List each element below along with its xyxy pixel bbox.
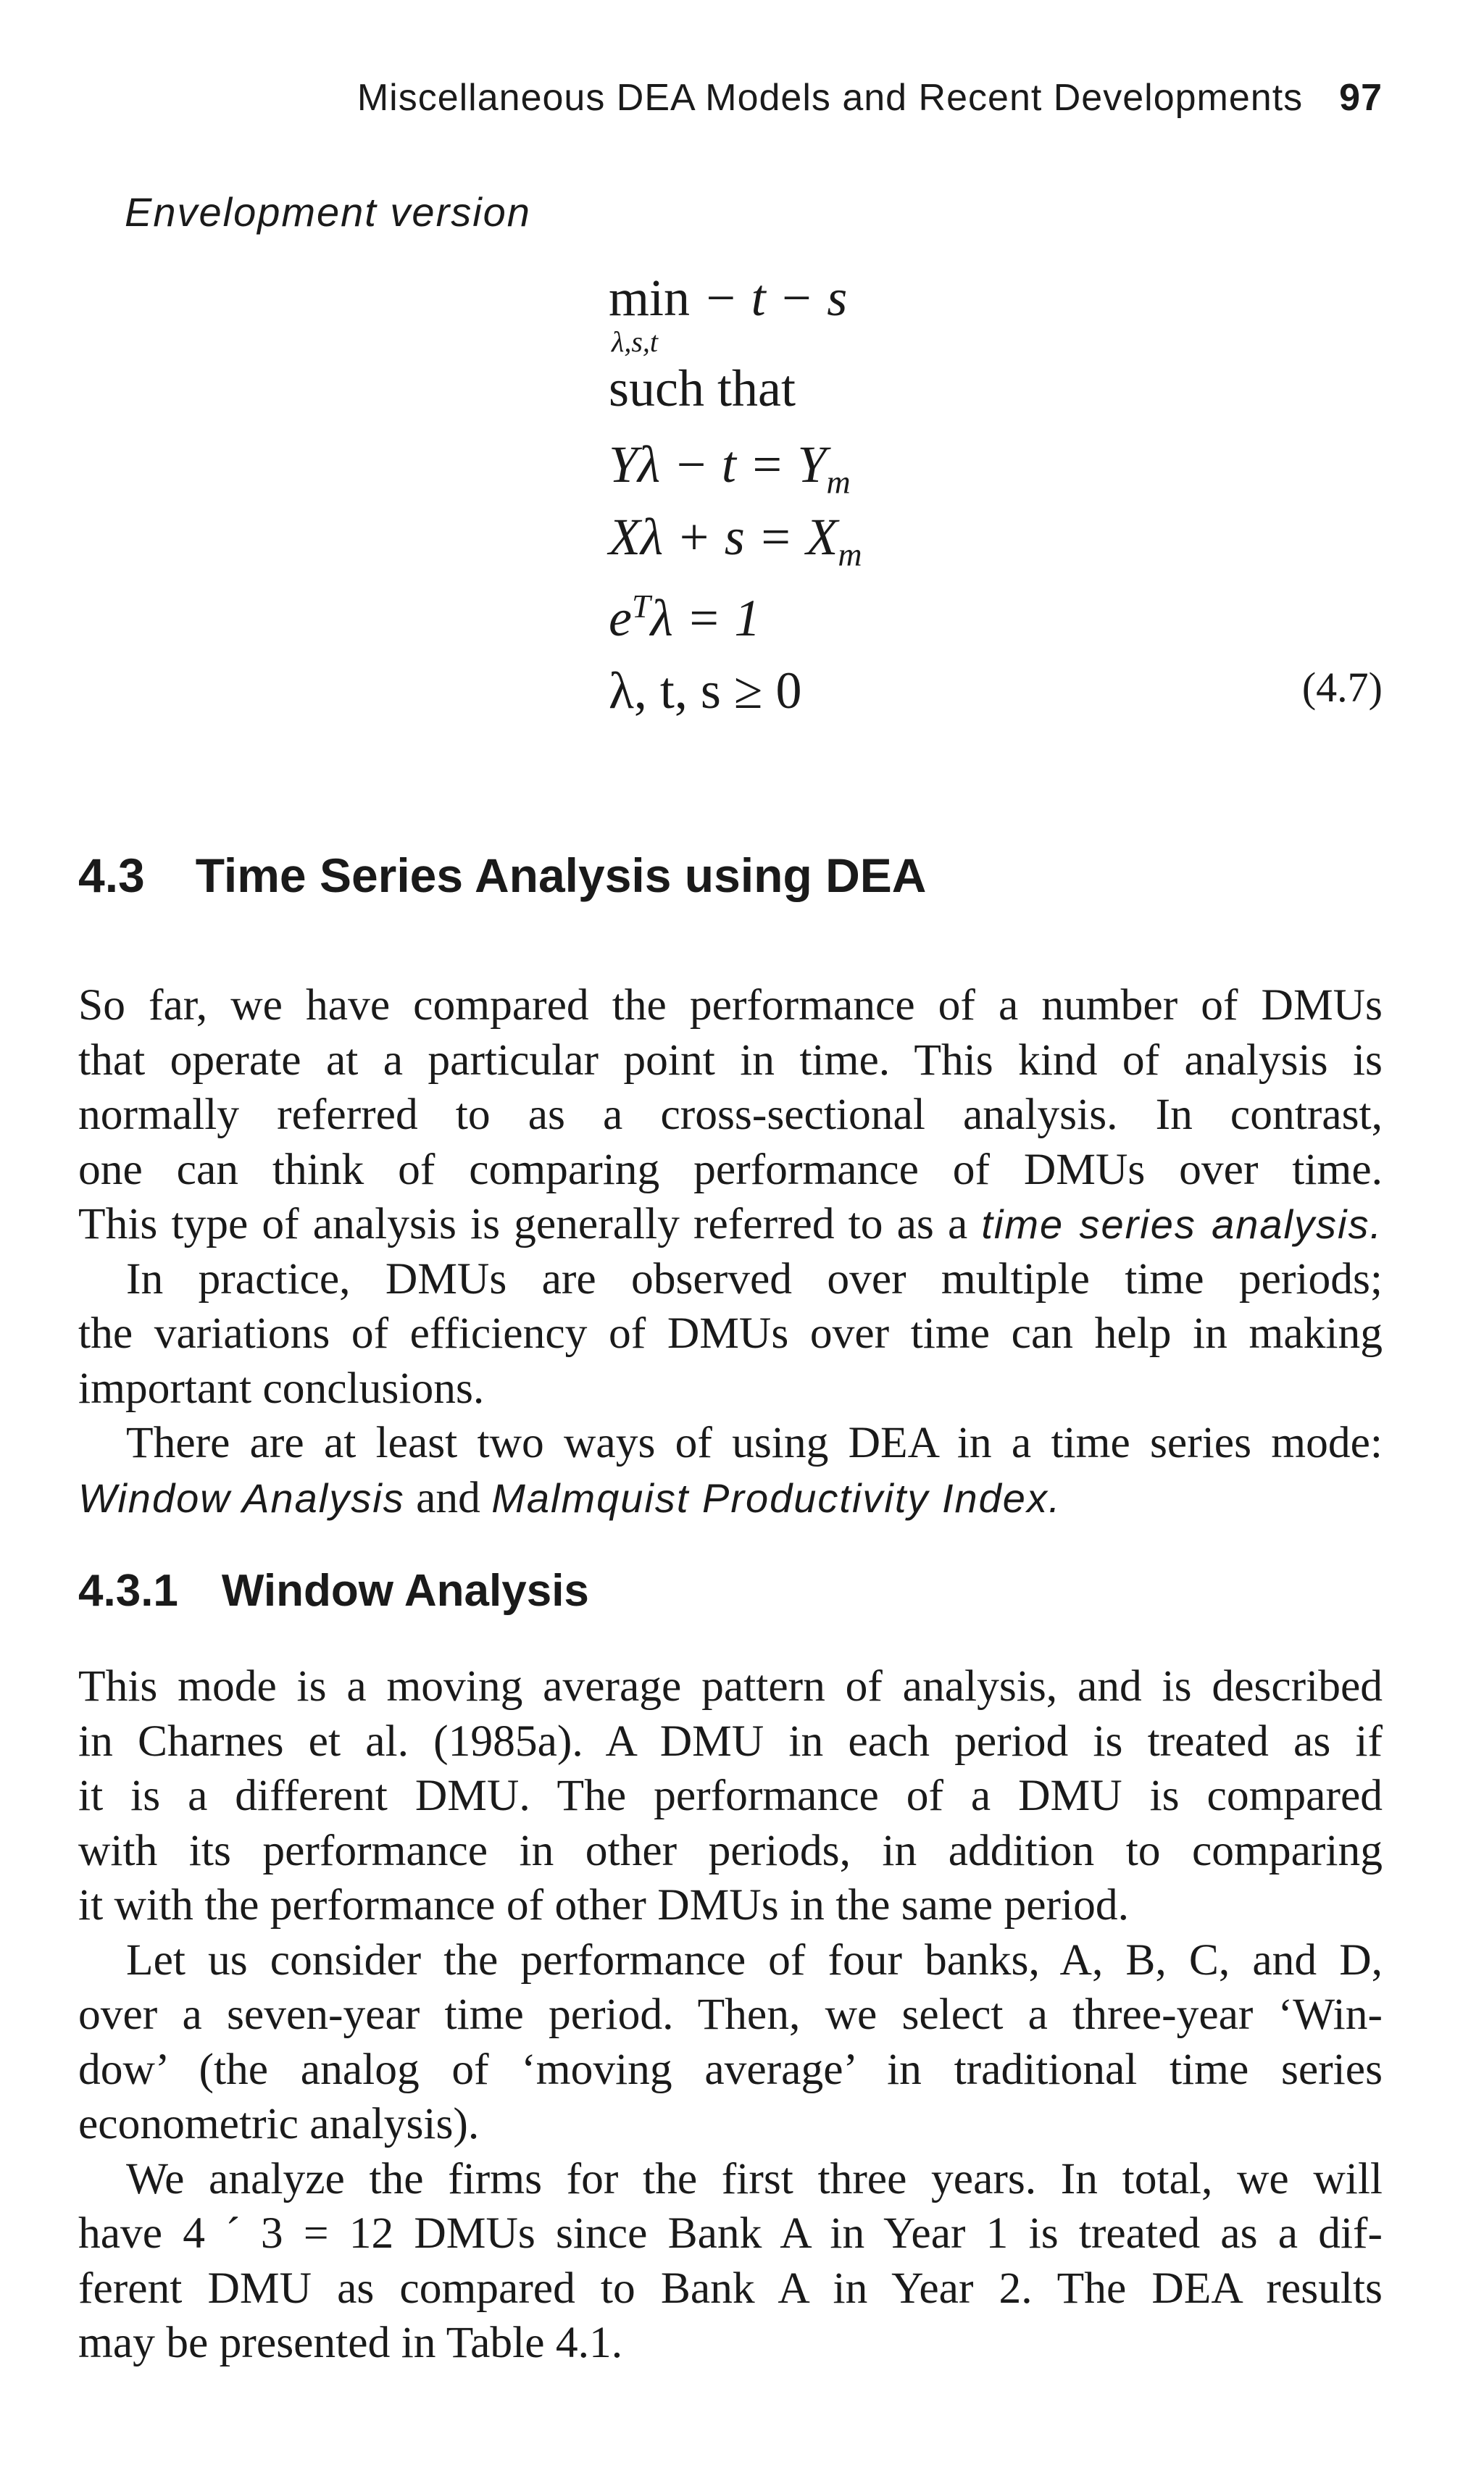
italic-term: Malmquist Productivity Index. [491, 1475, 1062, 1521]
equation-number: (4.7) [1301, 664, 1383, 711]
text-line: over a seven-year time period. Then, we select a three-year ‘Win- [78, 1990, 1383, 2039]
such-that: such that [609, 359, 796, 417]
italic-term: time series analysis. [981, 1201, 1383, 1247]
text-line: econometric analysis). [78, 2099, 480, 2148]
section-number: 4.3 [78, 848, 145, 902]
text-line: with its performance in other periods, in addition to comparing [78, 1825, 1383, 1875]
constraint-nonneg: λ, t, s ≥ 0 [609, 662, 802, 720]
text-line: it with the performance of other DMUs in the same period. [78, 1880, 1129, 1930]
text-line: one can think of comparing performance of DMUs over time. [78, 1144, 1383, 1194]
text-line: We analyze the firms for the first three years. In total, we will [126, 2153, 1383, 2203]
constraint-output-lhs: Yλ − t = Y [609, 435, 827, 493]
text-line: This mode is a moving average pattern of analysis, and is described [78, 1661, 1383, 1711]
text-span: and [404, 1472, 492, 1522]
body-text-section-4-3 [78, 978, 1383, 1525]
convexity-rest: λ = 1 [650, 589, 761, 647]
text-line: ferent DMU as compared to Bank A in Year 2. The DEA results [78, 2263, 1383, 2313]
constraint-input-lhs: Xλ + s = X [609, 508, 838, 566]
subsection-number: 4.3.1 [78, 1566, 178, 1616]
running-title: Miscellaneous DEA Models and Recent Developments [357, 77, 1304, 119]
text-line: the variations of efficiency of DMUs over time can help in making [78, 1309, 1383, 1358]
objective-line [609, 268, 847, 328]
text-line: dow’ (the analog of ‘moving average’ in traditional time series [78, 2044, 1383, 2094]
constraint-output-sub: m [826, 463, 851, 501]
constraint-output [609, 435, 851, 501]
section-title: Time Series Analysis using DEA [195, 848, 927, 902]
text-line: In practice, DMUs are observed over multiple time periods; [126, 1254, 1383, 1304]
convexity-sup: T [631, 588, 651, 625]
constraint-input [609, 507, 862, 573]
section-heading [78, 848, 926, 903]
text-line: important conclusions. [78, 1363, 485, 1413]
constraint-input-sub: m [838, 535, 862, 573]
text-line: Let us consider the performance of four banks, A, B, C, and D, [126, 1935, 1383, 1985]
text-line: have 4 ´ 3 = 12 DMUs since Bank A in Year 1 is treated as a dif- [78, 2209, 1383, 2258]
objective-min: min [609, 269, 691, 327]
envelopment-version-label: Envelopment version [125, 189, 531, 235]
convexity-e: e [609, 589, 632, 647]
text-line: in Charnes et al. (1985a). A DMU in each period is treated as if [78, 1716, 1383, 1766]
objective-terms: − t − s [690, 269, 848, 327]
page-number: 97 [1339, 77, 1383, 119]
text-line [78, 1197, 1383, 1252]
text-line: normally referred to as a cross-sectional analysis. In contrast, [78, 1090, 1383, 1139]
text-line: So far, we have compared the performance of a number of DMUs [78, 980, 1383, 1030]
text-line: may be presented in Table 4.1. [78, 2318, 623, 2367]
text-line: it is a different DMU. The performance of a DMU is compared [78, 1771, 1383, 1820]
text-line: that operate at a particular point in time. This kind of analysis is [78, 1035, 1383, 1085]
running-header [261, 76, 1383, 120]
text-line: There are at least two ways of using DEA in a time series mode: [126, 1418, 1383, 1467]
subsection-heading [78, 1565, 589, 1617]
constraint-convexity [609, 587, 760, 649]
italic-term: Window Analysis [78, 1475, 405, 1521]
subsection-title: Window Analysis [221, 1566, 589, 1616]
text-span: This type of analysis is generally referred to as a [78, 1199, 982, 1248]
text-line [78, 1471, 1383, 1526]
body-text-section-4-3-1 [78, 1659, 1383, 2371]
objective-subscript: λ,s,t [612, 325, 659, 358]
